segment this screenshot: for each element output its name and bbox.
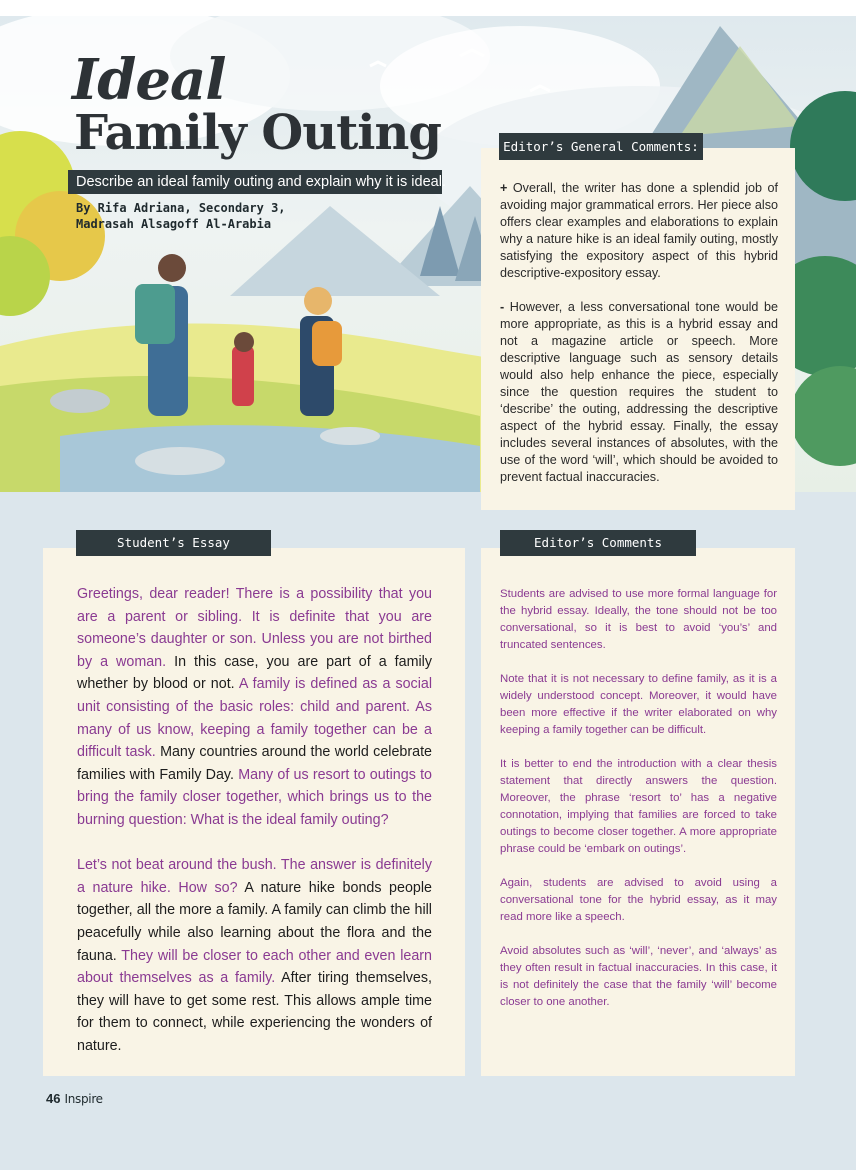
editor-comments-tab: Editor’s Comments: [500, 530, 696, 556]
essay-paragraph-2: [77, 854, 432, 1057]
plus-mark: +: [500, 181, 508, 195]
essay-segment: Let’s not beat around the bush. The answer is definitely a nature hike. How so?: [77, 857, 432, 896]
byline-school: Madrasah Alsagoff Al-Arabia: [76, 217, 272, 231]
editor-comment: Students are advised to use more formal language for the hybrid essay. Ideally, the tone should not be too conversational, so it is best to avoid ‘you’s’ and truncated sentences.: [500, 588, 777, 651]
general-comment-positive: [500, 180, 778, 282]
byline: [76, 200, 286, 232]
essay-prompt: Describe an ideal family outing and explain why it is ideal.: [68, 170, 442, 194]
essay-paragraph-1: [77, 583, 432, 832]
page-title: Family Outing: [74, 105, 441, 161]
essay-segment: Many of us resort to outings to bring the family closer together, which brings us to the burning question: What is the ideal family outing?: [77, 766, 432, 828]
minus-mark: -: [500, 300, 505, 314]
page-number: 46: [46, 1091, 61, 1106]
general-comment-negative: [500, 299, 778, 486]
byline-author: By Rifa Adriana, Secondary 3,: [76, 201, 286, 215]
general-comments-tab: Editor’s General Comments:: [499, 133, 703, 160]
magazine-name: Inspire: [64, 1092, 103, 1106]
essay-segment: Greetings, dear reader! There is a possibility that you are a parent or sibling. It is definite that you are someone’s daughter or son. Unless you are not birthed by a woman.: [77, 586, 432, 670]
student-essay-tab: Student’s Essay: [76, 530, 271, 556]
page-footer: [46, 1091, 103, 1106]
essay-segment: They will be closer to each other and even learn about themselves as a family.: [77, 947, 432, 987]
essay-segment: A nature hike bonds people together, all the more a family. A family can climb the hill peacefully while also learning about the flora and the fauna.: [77, 879, 432, 964]
title-script: Ideal: [72, 47, 226, 113]
essay-segment: Many countries around the world celebrate families with Family Day.: [77, 744, 432, 783]
general-comment-negative-text: However, a less conversational tone would be more appropriate, as this is a hybrid essay and not a magazine article or speech. More descriptive language such as sensory details would also help enhance the piece, especially since the question requires the student to ‘describe’ the outing, addressing the descriptive aspect of the hybrid essay. Finally, the essay includes several instances of absolutes, with the use of the word ‘will’, which should be avoided to prevent factual inaccuracies.: [500, 300, 778, 484]
editor-comments-text: [500, 586, 777, 1028]
editor-comment: Note that it is not necessary to define family, as it is a widely understood concept. Moreover, it would have been more effective if the writer elaborated on why keeping a family together can be difficult.: [500, 673, 777, 736]
essay-segment: A family is defined as a social unit consisting of the basic roles: child and parent. As many of us know, keeping a family together can be a difficult task.: [77, 676, 433, 761]
student-essay-text: [77, 583, 432, 1080]
essay-segment: After tiring themselves, they will have to get some rest. This allows ample time for them to connect, while experiencing the wonders of nature.: [77, 970, 432, 1054]
essay-segment: In this case, you are part of a family whether by blood or not.: [77, 653, 432, 693]
editor-comment: It is better to end the introduction with a clear thesis statement that directly answers the question. Moreover, the phrase ‘resort to’ has a negative connotation, implying that families are forced to take outings to become closer together. A more appropriate phrase could be ‘embark on outings’.: [500, 758, 777, 855]
editor-comment: Again, students are advised to avoid using a conversational tone for the hybrid essay, as it may read more like a speech.: [500, 877, 777, 923]
general-comments-text: [500, 180, 778, 503]
general-comment-positive-text: Overall, the writer has done a splendid job of avoiding major grammatical errors. Her piece also offers clear examples and elaborations to explain why a nature hike is an ideal family outing, mostly satisfying the expository aspect of this hybrid descriptive-expository essay.: [500, 181, 778, 280]
editor-comment: Avoid absolutes such as ‘will’, ‘never’, and ‘always’ as they often result in factual inaccuracies. In this case, it is not definitely the case that the family ‘will’ become closer to one another.: [500, 945, 777, 1008]
